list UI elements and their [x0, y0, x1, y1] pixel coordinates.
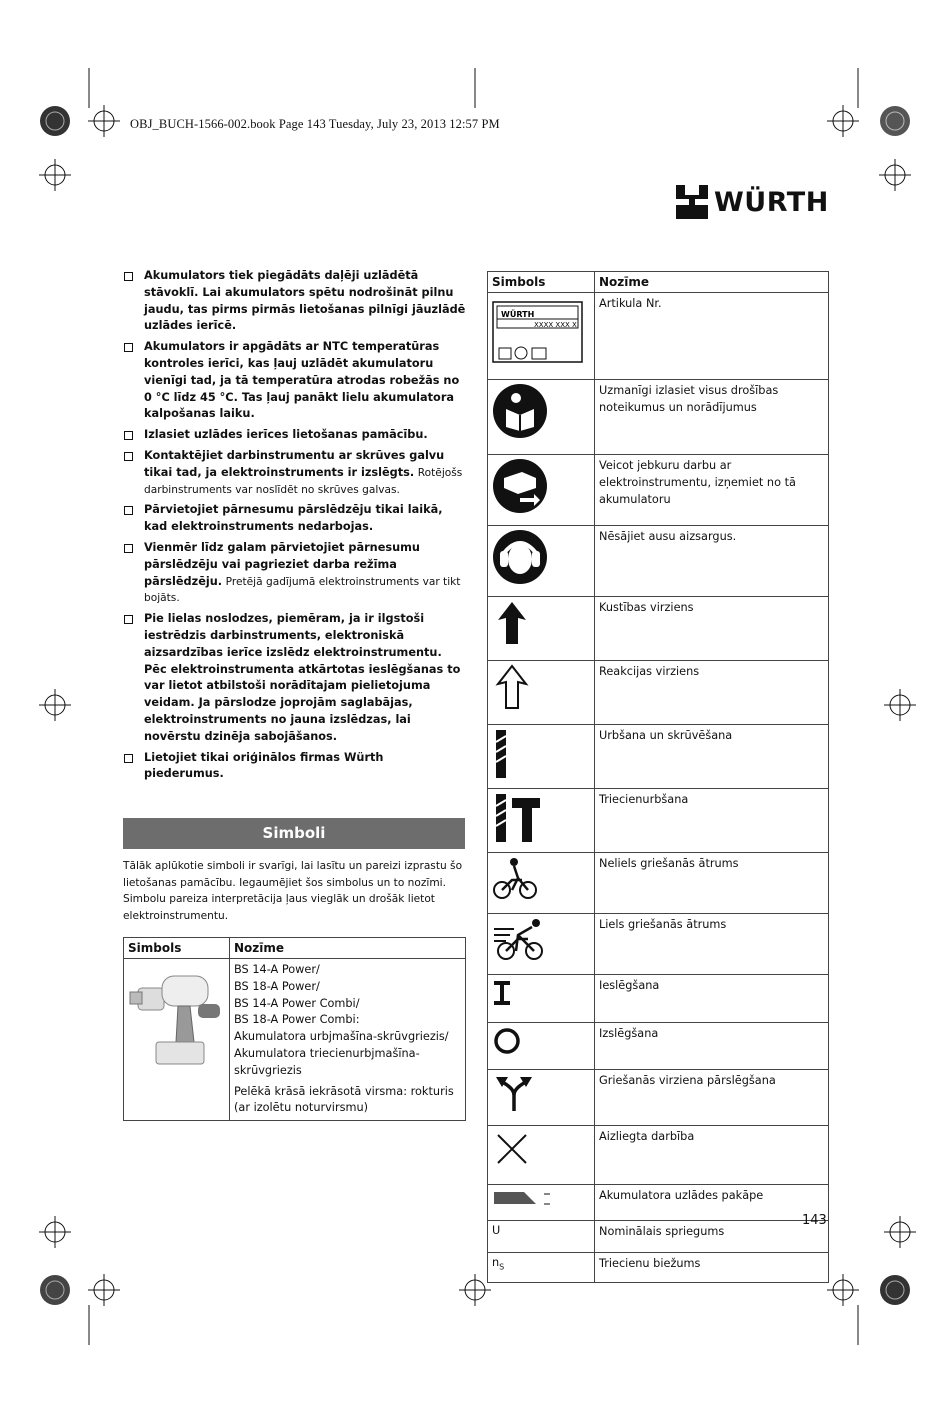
ear-protection-icon — [492, 529, 590, 588]
intro-paragraph: Tālāk aplūkotie simboli ir svarīgi, lai lasītu un pareizi izprastu šo lietošanas pamācību. Iegaumējiet šos simbolus un to nozīmi. Simbolu pareiza interpretācija ļaus vieglāk un drošāk lietot elektroinstrumentu. — [123, 860, 463, 922]
symbol-meaning: Triecienu biežums — [595, 1253, 829, 1283]
model-line: BS 14-A Power/ — [234, 963, 320, 976]
symbol-row — [488, 1221, 829, 1253]
svg-text:XXXX XXX X: XXXX XXX X — [534, 321, 577, 329]
model-line: BS 18-A Power/ — [234, 979, 320, 993]
bullet-item — [123, 540, 467, 607]
symbol-row — [488, 1253, 829, 1283]
col-header-symbol: Simbols — [488, 272, 595, 293]
bullet-item — [123, 339, 467, 423]
drill-bit-icon — [492, 728, 590, 783]
symbol-meaning: Griešanās virziena pārslēgšana — [595, 1070, 829, 1126]
symbols-table — [487, 271, 829, 1283]
power-on-icon — [492, 978, 590, 1011]
symbol-subscript: S — [499, 1262, 505, 1272]
symbol-row — [488, 380, 829, 455]
symbol-meaning: Ieslēgšana — [595, 975, 829, 1023]
bullet-bold-text: Vienmēr līdz galam pārvietojiet pārnesumu pārslēdzēju vai pagrieziet darba režīma pārslēdzēju. — [144, 540, 420, 588]
checkbox-icon — [124, 431, 133, 440]
fast-cyclist-icon — [492, 917, 590, 966]
symbol-meaning: Liels griešanās ātrums — [595, 914, 829, 975]
symbol-row — [488, 725, 829, 789]
symbol-row — [488, 975, 829, 1023]
symbol-row — [488, 1185, 829, 1221]
bullet-item — [123, 427, 467, 444]
symbol-row — [488, 1126, 829, 1185]
symbol-row — [488, 789, 829, 853]
bullet-bold-text: Lietojiet tikai oriģinālos firmas Würth piederumus. — [144, 750, 384, 781]
symbol-row — [488, 661, 829, 725]
symbol-row — [488, 1023, 829, 1070]
wurth-logo-icon — [676, 185, 708, 219]
symbol-meaning: Urbšana un skrūvēšana — [595, 725, 829, 789]
model-line: Akumulatora urbjmašīna-skrūvgriezis/ — [234, 1030, 449, 1044]
col-header-symbol: Simbols — [124, 938, 230, 959]
symbol-row — [488, 853, 829, 914]
bullet-normal-text: Pretējā gadījumā elektroinstruments var tikt bojāts. — [144, 575, 461, 605]
product-symbols-table — [123, 937, 466, 1121]
arrow-filled-icon — [492, 600, 590, 649]
model-line: BS 14-A Power Combi/ — [234, 996, 360, 1010]
bullet-normal-text: Rotējošs darbinstruments var noslīdēt no skrūves galvas. — [144, 466, 463, 496]
symbol-meaning: Reakcijas virziens — [595, 661, 829, 725]
symbol-meaning: Neliels griešanās ātrums — [595, 853, 829, 914]
checkbox-icon — [124, 272, 133, 281]
symbol-row — [488, 1070, 829, 1126]
bullet-item — [123, 502, 467, 536]
symbol-row — [488, 455, 829, 526]
model-line: Akumulatora triecienurbjmašīna-skrūvgriezis — [234, 1046, 420, 1077]
wurth-logo — [676, 185, 829, 219]
bullet-item — [123, 448, 467, 498]
remove-battery-icon — [492, 458, 590, 517]
slow-cyclist-icon — [492, 856, 590, 905]
bullet-bold-text: Pārvietojiet pārnesumu pārslēdzēju tikai laikā, kad elektroinstruments nedarbojas. — [144, 503, 443, 534]
brand-name: WÜRTH — [714, 186, 829, 218]
symbol-row — [488, 914, 829, 975]
checkbox-icon — [124, 615, 133, 624]
bullet-item — [123, 750, 467, 784]
type-label-icon — [492, 296, 590, 367]
bullet-bold-text: Kontaktējiet darbinstrumentu ar skrūves galvu tikai tad, ja elektroinstruments ir izslēgts. — [144, 448, 445, 479]
symbol-row — [488, 526, 829, 597]
checkbox-icon — [124, 544, 133, 553]
col-header-meaning: Nozīme — [595, 272, 829, 293]
symbol-meaning: Nēsājiet ausu aizsargus. — [595, 526, 829, 597]
print-header: OBJ_BUCH-1566-002.book Page 143 Tuesday, July 23, 2013 12:57 PM — [130, 117, 500, 131]
prohibited-icon — [492, 1129, 590, 1172]
arrow-outline-icon — [492, 664, 590, 713]
checkbox-icon — [124, 343, 133, 352]
checkbox-icon — [124, 754, 133, 763]
svg-text:WÜRTH: WÜRTH — [501, 310, 535, 319]
symbol-meaning: Artikula Nr. — [595, 293, 829, 380]
symbol-meaning: Nominālais spriegums — [595, 1221, 829, 1253]
safety-bullet-list — [123, 268, 467, 787]
symbol-meaning: Izslēgšana — [595, 1023, 829, 1070]
grip-note: Pelēkā krāsā iekrāsotā virsma: rokturis (ar izolētu noturvirsmu) — [234, 1084, 454, 1115]
section-title: Simboli — [123, 818, 465, 849]
hammer-drill-icon — [492, 792, 590, 847]
model-line: BS 18-A Power Combi: — [234, 1013, 360, 1027]
symbol-letter: U — [492, 1224, 501, 1237]
col-header-meaning: Nozīme — [230, 938, 466, 959]
checkbox-icon — [124, 506, 133, 515]
symbol-letter: n — [492, 1256, 500, 1269]
symbol-row — [488, 293, 829, 380]
symbol-meaning: Veicot jebkuru darbu ar elektroinstrumentu, izņemiet no tā akumulatoru — [595, 455, 829, 526]
symbol-meaning: Akumulatora uzlādes pakāpe — [595, 1185, 829, 1221]
bullet-item — [123, 268, 467, 335]
bullet-bold-text: Izlasiet uzlādes ierīces lietošanas pamācību. — [144, 428, 428, 442]
read-manual-icon — [492, 383, 590, 442]
symbol-meaning: Kustības virziens — [595, 597, 829, 661]
checkbox-icon — [124, 452, 133, 461]
direction-switch-icon — [492, 1073, 590, 1116]
symbol-meaning: Uzmanīgi izlasiet visus drošības noteikumus un norādījumus — [595, 380, 829, 455]
symbol-row — [488, 597, 829, 661]
symbol-meaning: Aizliegta darbība — [595, 1126, 829, 1185]
bullet-bold-text: Pie lielas noslodzes, piemēram, ja ir ilgstoši iestrēdzis darbinstruments, elektroniskā aizsardzības ierīce izslēdz elektroinstrumentu. Pēc elektroinstrumenta atkārtotas ieslēgšanas to var lietot atbilstoši norādītajam pielietojuma veidam. Ja pārslodze joprojām saglabājas, elektroinstruments no jauna izslēdzas, lai novērstu dzinēja sabojāšanos. — [144, 612, 461, 743]
bullet-bold-text: Akumulators ir apgādāts ar NTC temperatūras kontroles ierīci, kas ļauj uzlādēt akumulatoru vienīgi tad, ja tā temperatūra atrodas robežās no 0 °C līdz 45 °C. Tas ļauj panākt lielu akumulatora kalpošanas laiku. — [144, 340, 460, 421]
page-number: 143 — [802, 1213, 827, 1228]
bullet-item — [123, 611, 467, 745]
cordless-drill-icon — [128, 966, 224, 1076]
power-off-icon — [492, 1026, 590, 1059]
charge-level-icon — [492, 1188, 590, 1211]
symbol-meaning: Triecienurbšana — [595, 789, 829, 853]
bullet-bold-text: Akumulators tiek piegādāts daļēji uzlādētā stāvoklī. Lai akumulators spētu nodrošināt pilnu jaudu, tas pirms pirmās lietošanas pilnīgi jāuzlādē uzlādes ierīcē. — [144, 269, 466, 333]
